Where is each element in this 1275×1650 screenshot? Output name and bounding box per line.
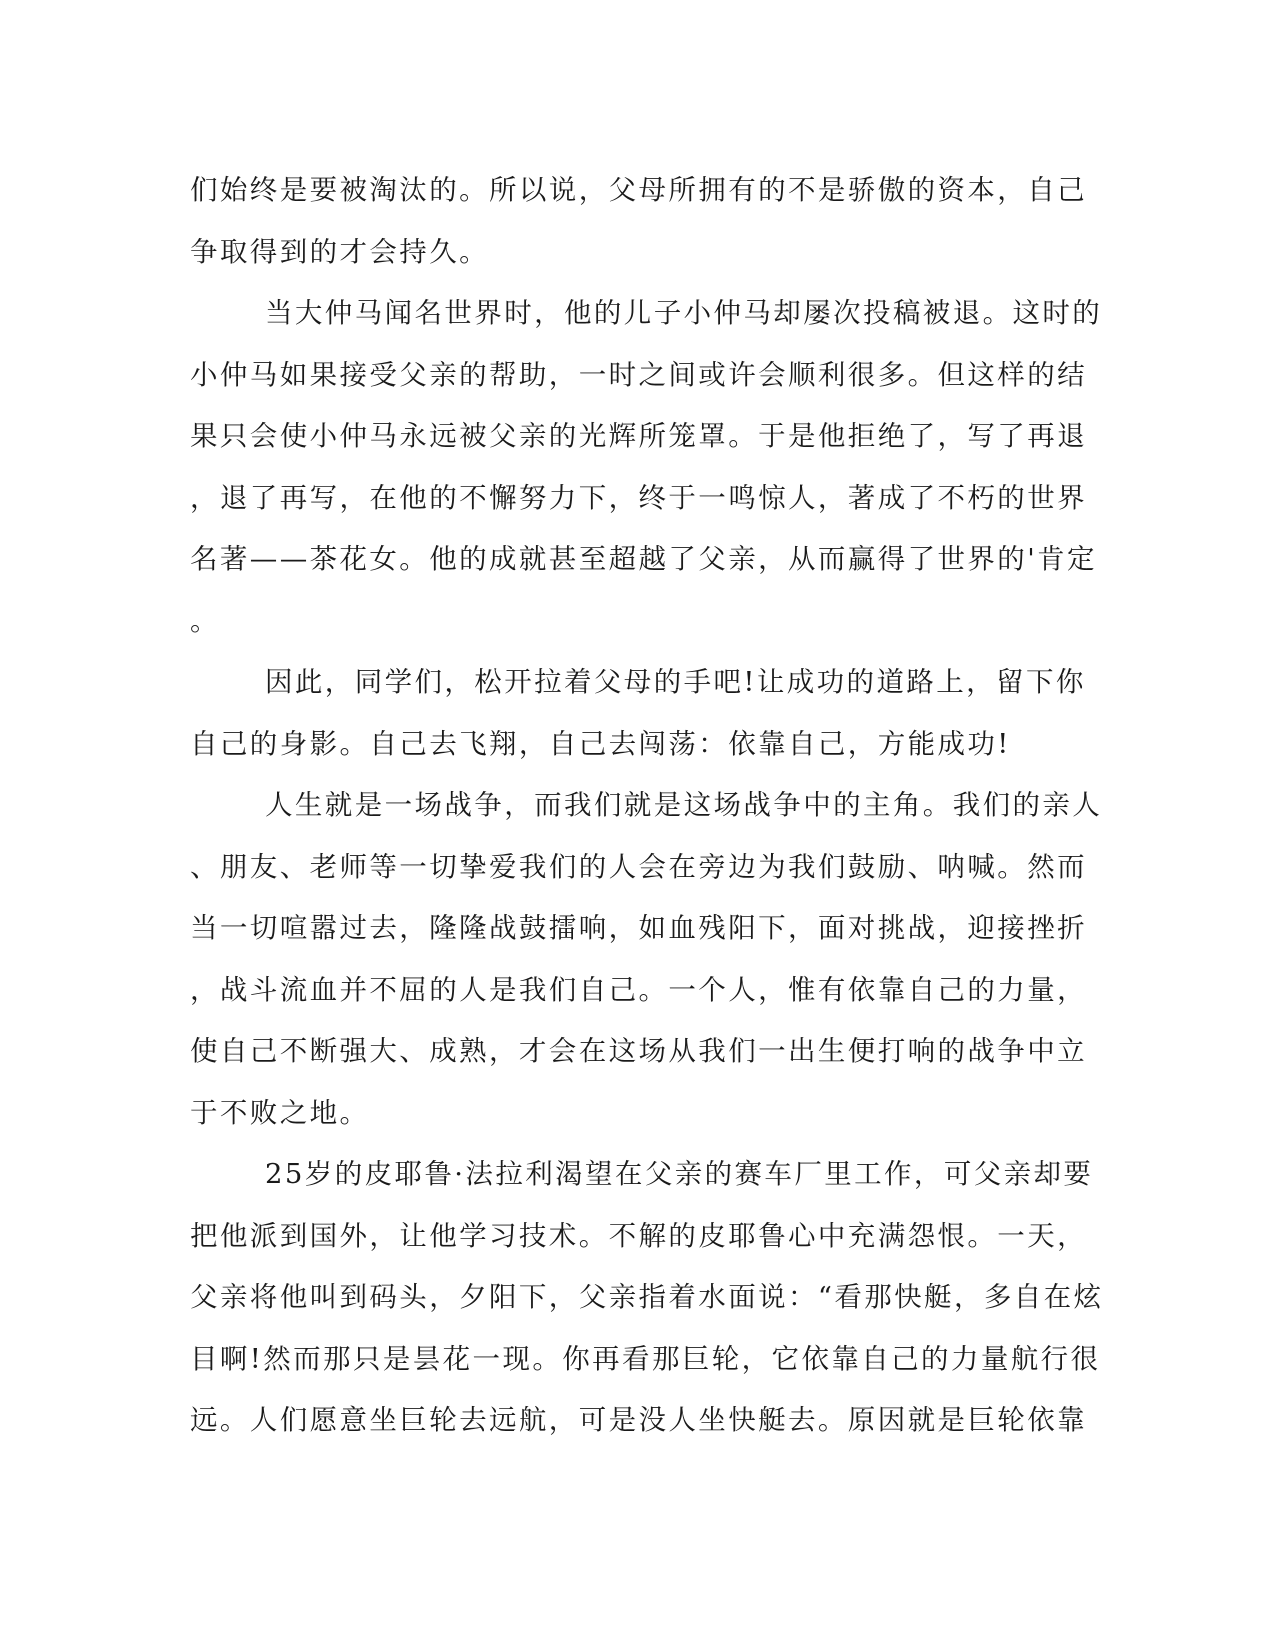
text-line: 。 xyxy=(190,604,220,637)
paragraph-first-line: 当大仲马闻名世界时，他的儿子小仲马却屡次投稿被退。这时的 xyxy=(265,297,1103,329)
text-line: 、朋友、老师等一切挚爱我们的人会在旁边为我们鼓励、呐喊。然而 xyxy=(190,850,1087,883)
text-line: 于不败之地。 xyxy=(190,1096,370,1129)
paragraph-first-line: 25岁的皮耶鲁·法拉利渴望在父亲的赛车厂里工作，可父亲却要 xyxy=(265,1158,1094,1190)
text-line: ，战斗流血并不屈的人是我们自己。一个人，惟有依靠自己的力量， xyxy=(190,973,1087,1006)
text-line: 名著——茶花女。他的成就甚至超越了父亲，从而赢得了世界的'肯定 xyxy=(190,543,1097,575)
text-line: 争取得到的才会持久。 xyxy=(190,235,489,268)
text-line: 当一切喧嚣过去，隆隆战鼓擂响，如血残阳下，面对挑战，迎接挫折 xyxy=(190,912,1087,944)
paragraph-first-line: 因此，同学们，松开拉着父母的手吧!让成功的道路上，留下你 xyxy=(265,666,1086,698)
text-line: 使自己不断强大、成熟，才会在这场从我们一出生便打响的战争中立 xyxy=(190,1035,1087,1067)
text-line: 自己的身影。自己去飞翔，自己去闯荡：依靠自己，方能成功! xyxy=(190,727,1011,760)
text-line: 们始终是要被淘汰的。所以说，父母所拥有的不是骄傲的资本，自己 xyxy=(190,174,1087,206)
text-line: 小仲马如果接受父亲的帮助，一时之间或许会顺利很多。但这样的结 xyxy=(190,358,1087,391)
text-line: 父亲将他叫到码头，夕阳下，父亲指着水面说：“看那快艇，多自在炫 xyxy=(190,1281,1104,1313)
body-text xyxy=(190,160,1104,1452)
text-line: ，退了再写，在他的不懈努力下，终于一鸣惊人，著成了不朽的世界 xyxy=(190,481,1087,514)
text-line: 把他派到国外，让他学习技术。不解的皮耶鲁心中充满怨恨。一天， xyxy=(190,1219,1087,1252)
text-line: 远。人们愿意坐巨轮去远航，可是没人坐快艇去。原因就是巨轮依靠 xyxy=(190,1404,1087,1436)
text-line: 目啊!然而那只是昙花一现。你再看那巨轮，它依靠自己的力量航行很 xyxy=(190,1342,1101,1375)
paragraph-first-line: 人生就是一场战争，而我们就是这场战争中的主角。我们的亲人 xyxy=(265,789,1103,821)
text-line: 果只会使小仲马永远被父亲的光辉所笼罩。于是他拒绝了，写了再退 xyxy=(190,420,1087,452)
